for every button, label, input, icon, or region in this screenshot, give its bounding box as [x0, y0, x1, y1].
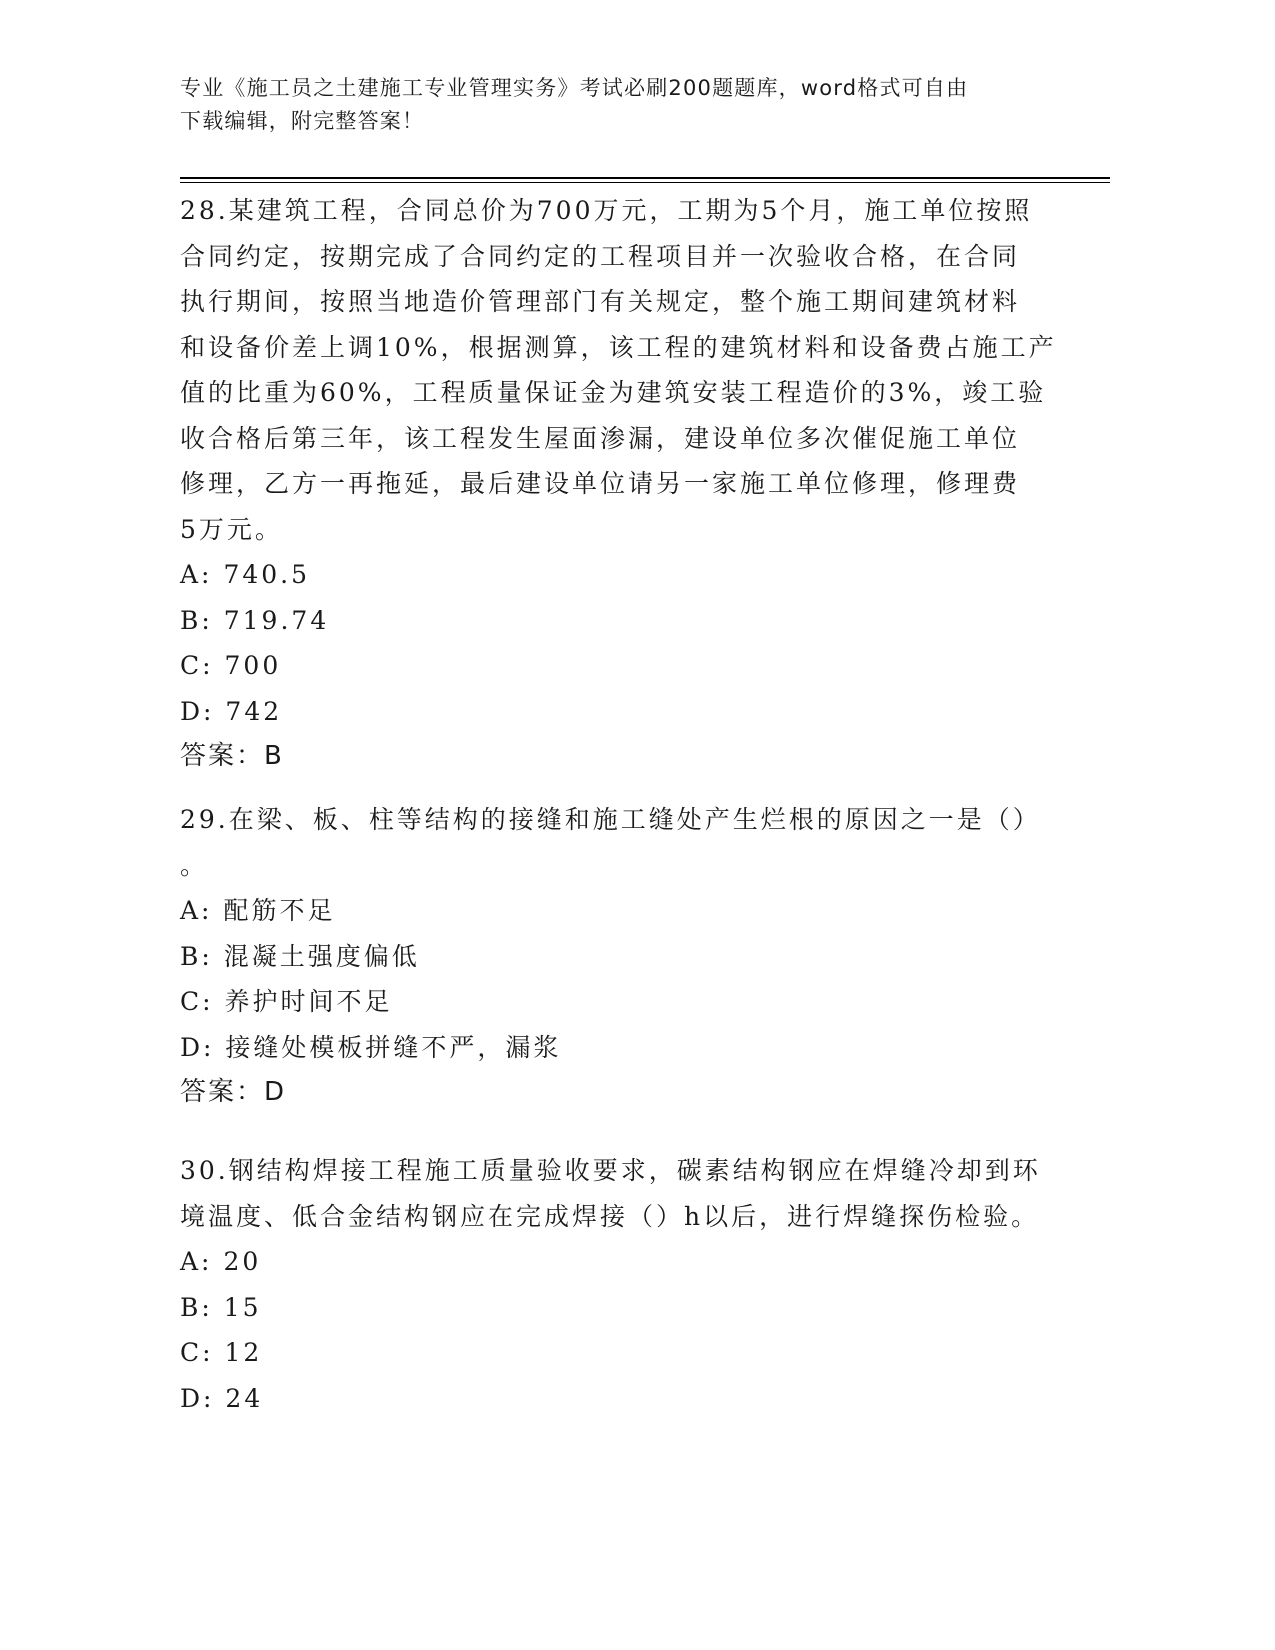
option-text: 配筋不足	[223, 896, 336, 925]
header-divider	[180, 177, 1110, 179]
option-a	[180, 552, 1080, 598]
option-key: B:	[180, 605, 213, 635]
option-key: A:	[180, 560, 213, 589]
option-c	[180, 643, 1080, 689]
stem-line: 和设备价差上调10%，根据测算，该工程的建筑材料和设备费占施工产	[180, 332, 1057, 362]
stem-line: 合同约定，按期完成了合同约定的工程项目并一次验收合格，在合同	[180, 241, 1021, 271]
header-line: 专业《施工员之土建施工专业管理实务》考试必刷200题题库，word格式可自由	[180, 76, 969, 100]
option-b	[180, 1285, 1080, 1331]
document-header	[180, 72, 1040, 138]
option-key: C:	[180, 1338, 214, 1367]
stem-line: 收合格后第三年，该工程发生屋面渗漏，建设单位多次催促施工单位	[180, 423, 1021, 453]
option-key: D:	[180, 1032, 215, 1062]
option-text: 养护时间不足	[224, 987, 393, 1016]
option-text: 15	[223, 1292, 262, 1322]
option-a	[180, 888, 1080, 934]
option-text: 混凝土强度偏低	[223, 941, 420, 971]
option-c	[180, 979, 1080, 1025]
option-key: A:	[180, 896, 213, 925]
option-key: D:	[180, 696, 215, 726]
option-d	[180, 689, 1080, 735]
answer-line: 答案：B	[180, 741, 284, 771]
option-a	[180, 1239, 1080, 1285]
option-text: 700	[224, 651, 282, 680]
stem-line: 28.某建筑工程，合同总价为700万元，工期为5个月，施工单位按照	[180, 196, 1033, 225]
stem-line: 值的比重为60%，工程质量保证金为建筑安装工程造价的3%，竣工验	[180, 378, 1047, 407]
option-text: 719.74	[223, 605, 330, 635]
header-line: 下载编辑，附完整答案！	[180, 109, 425, 133]
header-divider	[180, 182, 1110, 183]
question-stem	[180, 1148, 1080, 1239]
option-b	[180, 934, 1080, 980]
question-28	[180, 188, 1080, 779]
answer-line: 答案：D	[180, 1077, 287, 1107]
option-c	[180, 1330, 1080, 1376]
option-text: 20	[223, 1247, 262, 1276]
option-key: D:	[180, 1383, 215, 1413]
stem-line: 30.钢结构焊接工程施工质量验收要求，碳素结构钢应在焊缝冷却到环	[180, 1156, 1041, 1185]
stem-line: 。	[180, 850, 209, 880]
option-d	[180, 1025, 1080, 1071]
option-text: 12	[224, 1338, 263, 1367]
stem-line: 5万元。	[180, 514, 283, 544]
option-text: 740.5	[223, 560, 311, 589]
option-key: C:	[180, 651, 214, 680]
option-key: A:	[180, 1247, 213, 1276]
question-stem	[180, 797, 1080, 888]
question-29	[180, 797, 1080, 1115]
option-text: 接缝处模板拼缝不严，漏浆	[225, 1032, 562, 1062]
option-b	[180, 598, 1080, 644]
stem-line: 修理，乙方一再拖延，最后建设单位请另一家施工单位修理，修理费	[180, 469, 1021, 498]
stem-line: 境温度、低合金结构钢应在完成焊接（）h以后，进行焊缝探伤检验。	[180, 1201, 1040, 1231]
question-stem	[180, 188, 1080, 552]
option-d	[180, 1376, 1080, 1422]
option-key: B:	[180, 1292, 213, 1322]
option-text: 24	[225, 1383, 264, 1413]
question-30	[180, 1148, 1080, 1421]
stem-line: 29.在梁、板、柱等结构的接缝和施工缝处产生烂根的原因之一是（）	[180, 805, 1041, 834]
option-text: 742	[225, 696, 283, 726]
stem-line: 执行期间，按照当地造价管理部门有关规定，整个施工期间建筑材料	[180, 287, 1021, 316]
option-key: C:	[180, 987, 214, 1016]
option-key: B:	[180, 941, 213, 971]
